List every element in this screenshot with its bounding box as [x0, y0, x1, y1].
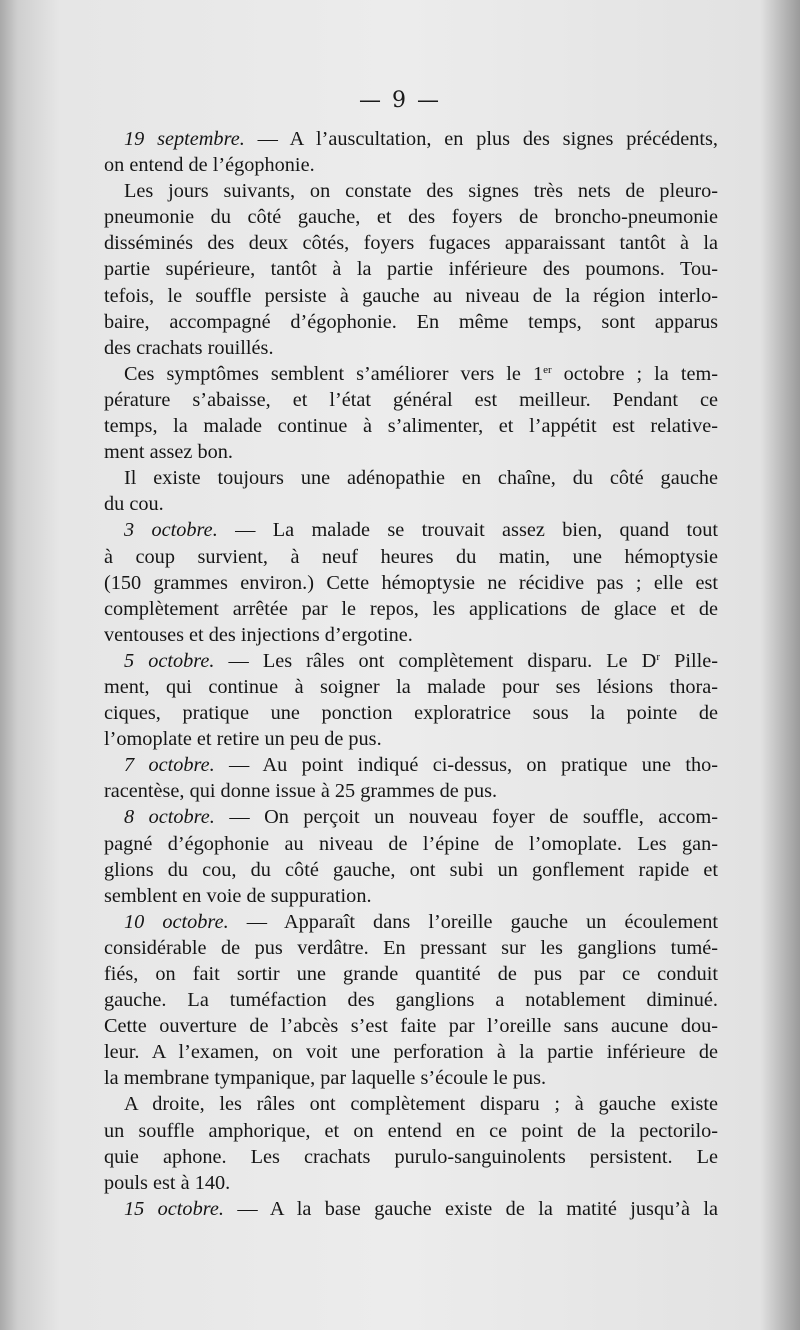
text-line: baire, accompagné d’égophonie. En même temps, sont apparus	[104, 310, 718, 333]
text-line: pagné d’égophonie au niveau de l’épine de l’omoplate. Les gan-	[104, 832, 718, 855]
text-line: ment assez bon.	[104, 441, 233, 464]
text-line: partie supérieure, tantôt à la partie inférieure des poumons. Tou-	[104, 258, 718, 281]
text-line: 19 septembre. — A l’auscultation, en plus des signes précédents,	[124, 128, 718, 150]
text-line: semblent en voie de suppuration.	[104, 884, 372, 907]
text-line: Ces symptômes semblent s’améliorer vers le 1er octobre ; la tem-	[124, 362, 718, 385]
text-line: ment, qui continue à soigner la malade pour ses lésions thora-	[104, 675, 718, 698]
text-line: gauche. La tuméfaction des ganglions a notablement diminué.	[104, 989, 718, 1012]
text-line: Il existe toujours une adénopathie en chaîne, du côté gauche	[124, 467, 718, 490]
text-line: leur. A l’examen, on voit une perforation à la partie inférieure de	[104, 1041, 718, 1064]
superscript: r	[656, 650, 661, 663]
text-line: A droite, les râles ont complètement disparu ; à gauche existe	[124, 1093, 718, 1116]
text-line: à coup survient, à neuf heures du matin, une hémoptysie	[104, 545, 718, 568]
entry-date: 5 octobre.	[124, 649, 215, 672]
text-line: temps, la malade continue à s’alimenter, et l’appétit est relative-	[104, 415, 718, 438]
text-line: l’omoplate et retire un peu de pus.	[104, 728, 382, 751]
text-line: pouls est à 140.	[104, 1171, 231, 1194]
entry-date: 10 octobre.	[124, 910, 229, 933]
text-line: la membrane tympanique, par laquelle s’écoule le pus.	[104, 1067, 547, 1090]
text-line: fiés, on fait sortir une grande quantité de pus par ce conduit	[104, 963, 718, 985]
text-line: des crachats rouillés.	[104, 336, 274, 359]
text-line: 10 octobre. — Apparaît dans l’oreille gauche un écoulement	[124, 910, 718, 933]
body-text	[104, 126, 718, 1222]
text-line: Cette ouverture de l’abcès s’est faite par l’oreille sans aucune dou-	[104, 1015, 718, 1038]
text-line: Les jours suivants, on constate des signes très nets de pleuro-	[124, 180, 718, 203]
text-line: 8 octobre. — On perçoit un nouveau foyer de souffle, accom-	[124, 806, 718, 829]
text-line: pérature s’abaisse, et l’état général est meilleur. Pendant ce	[104, 388, 718, 411]
superscript: er	[543, 363, 552, 376]
text-line: (150 grammes environ.) Cette hémoptysie ne récidive pas ; elle est	[104, 571, 718, 594]
entry-date: 15 octobre.	[124, 1197, 224, 1220]
text-line: disséminés des deux côtés, foyers fugaces apparaissant tantôt à la	[104, 232, 718, 255]
text-line: racentèse, qui donne issue à 25 grammes de pus.	[104, 780, 498, 803]
text-line: pneumonie du côté gauche, et des foyers de broncho-pneumonie	[104, 206, 718, 229]
text-line: quie aphone. Les crachats purulo-sanguinolents persistent. Le	[104, 1145, 718, 1168]
text-line: ciques, pratique une ponction exploratrice sous la pointe de	[104, 702, 718, 725]
text-line: 3 octobre. — La malade se trouvait assez bien, quand tout	[124, 519, 718, 542]
text-line: 15 octobre. — A la base gauche existe de la matité jusqu’à la	[124, 1197, 718, 1220]
entry-date: 8 octobre.	[124, 806, 215, 829]
text-line: glions du cou, du côté gauche, ont subi un gonflement rapide et	[104, 858, 718, 881]
text-line: tefois, le souffle persiste à gauche au niveau de la région interlo-	[104, 284, 718, 307]
text-line: ventouses et des injections d’ergotine.	[104, 623, 413, 646]
entry-date: 3 octobre.	[124, 519, 218, 542]
text-line: on entend de l’égophonie.	[104, 154, 315, 177]
text-line: complètement arrêtée par le repos, les applications de glace et de	[104, 597, 718, 620]
text-line: 5 octobre. — Les râles ont complètement disparu. Le $D^r$ Pille-	[124, 649, 719, 672]
text-line: du cou.	[104, 493, 164, 516]
text-line: 7 octobre. — Au point indiqué ci-dessus, on pratique une tho-	[124, 754, 718, 777]
text-line: un souffle amphorique, et on entend en ce point de la pectorilo-	[104, 1119, 718, 1142]
text-line: considérable de pus verdâtre. En pressant sur les ganglions tumé-	[104, 936, 718, 959]
entry-date: 19 septembre.	[124, 128, 245, 150]
page-number: — 9 —	[359, 88, 441, 113]
entry-date: 7 octobre.	[124, 754, 215, 777]
